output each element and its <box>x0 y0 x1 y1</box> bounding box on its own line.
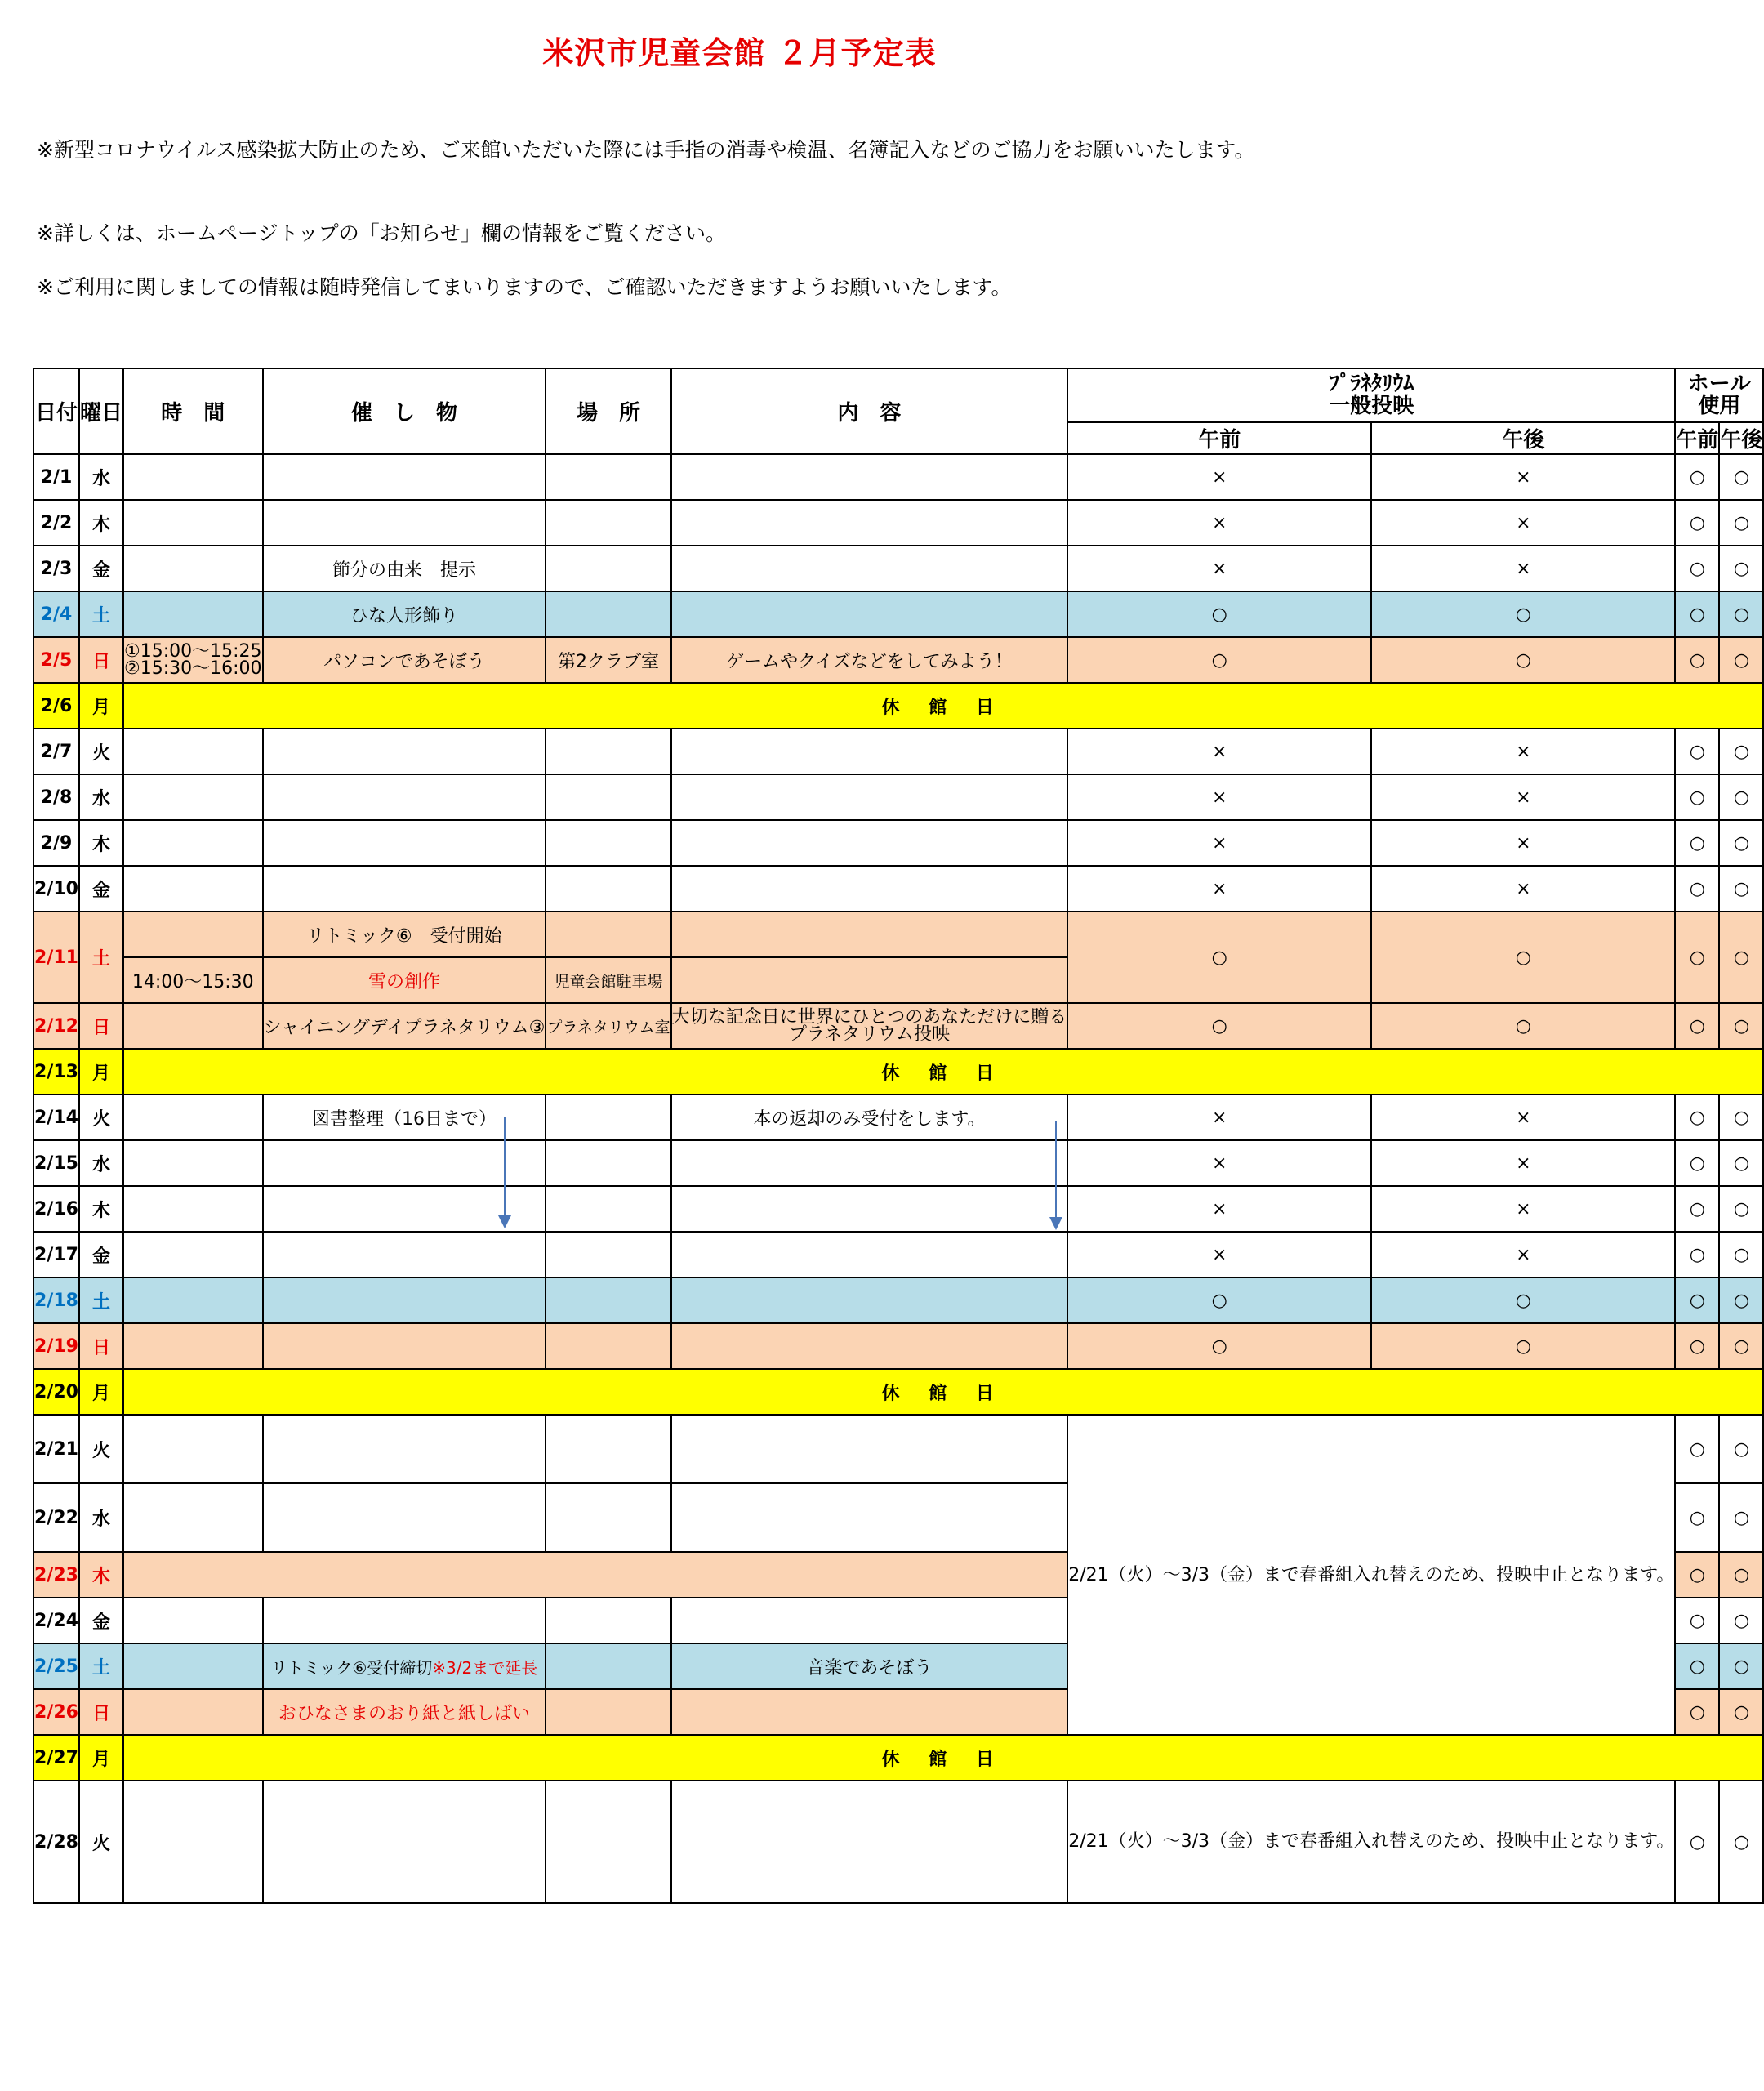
date-cell: 2/11 <box>33 912 79 1003</box>
place-cell <box>546 1415 670 1483</box>
place-cell <box>546 774 670 820</box>
place-cell <box>546 1323 670 1369</box>
content-cell <box>671 729 1068 774</box>
hall-pm-mark: ○ <box>1719 1415 1763 1483</box>
planet-am-mark: ○ <box>1067 1323 1371 1369</box>
dow-cell: 月 <box>79 1049 123 1095</box>
place-cell <box>546 1483 670 1552</box>
hall-pm-mark: ○ <box>1719 1689 1763 1735</box>
dow-cell: 火 <box>79 729 123 774</box>
planet-pm-mark: ○ <box>1371 637 1675 683</box>
date-cell: 2/2 <box>33 500 79 546</box>
date-cell: 2/15 <box>33 1140 79 1186</box>
table-row <box>33 866 1763 912</box>
hall-pm-mark: ○ <box>1719 774 1763 820</box>
hall-am-mark: ○ <box>1675 1643 1719 1689</box>
planet-pm-mark: ○ <box>1371 1003 1675 1049</box>
time-cell <box>123 1095 263 1140</box>
dow-cell: 木 <box>79 1186 123 1232</box>
date-cell: 2/28 <box>33 1781 79 1903</box>
hall-am-mark: ○ <box>1675 1781 1719 1903</box>
content-cell <box>671 1689 1068 1735</box>
dow-cell: 金 <box>79 866 123 912</box>
planet-am-mark: × <box>1067 1232 1371 1277</box>
dow-cell: 土 <box>79 912 123 1003</box>
content-cell <box>671 912 1068 957</box>
planet-pm-mark: × <box>1371 820 1675 866</box>
dow-cell: 火 <box>79 1781 123 1903</box>
date-cell: 2/19 <box>33 1323 79 1369</box>
date-cell: 2/5 <box>33 637 79 683</box>
continuation-arrow-content <box>1055 1121 1057 1219</box>
hall-pm-mark: ○ <box>1719 1277 1763 1323</box>
hall-pm-mark: ○ <box>1719 912 1763 1003</box>
planet-pm-mark: × <box>1371 866 1675 912</box>
header-event: 催 し 物 <box>263 368 546 454</box>
date-cell: 2/6 <box>33 683 79 729</box>
place-cell <box>546 1277 670 1323</box>
header-date: 日付 <box>33 368 79 454</box>
hall-pm-mark: ○ <box>1719 1598 1763 1643</box>
event-cell <box>263 729 546 774</box>
header-hall-pm: 午後 <box>1719 422 1763 454</box>
date-cell: 2/26 <box>33 1689 79 1735</box>
time-cell <box>123 1689 263 1735</box>
table-row <box>33 1735 1763 1781</box>
hall-am-mark: ○ <box>1675 912 1719 1003</box>
time-cell <box>123 866 263 912</box>
hall-am-mark: ○ <box>1675 1232 1719 1277</box>
table-row <box>33 1140 1763 1186</box>
date-cell: 2/7 <box>33 729 79 774</box>
date-cell: 2/14 <box>33 1095 79 1140</box>
event-cell: 図書整理（16日まで） <box>263 1095 546 1140</box>
event-cell: ひな人形飾り <box>263 591 546 637</box>
content-cell <box>671 500 1068 546</box>
planet-am-mark: ○ <box>1067 1003 1371 1049</box>
date-cell: 2/23 <box>33 1552 79 1598</box>
time-cell <box>123 500 263 546</box>
date-cell: 2/21 <box>33 1415 79 1483</box>
hall-am-mark: ○ <box>1675 1415 1719 1483</box>
planet-am-mark: ○ <box>1067 1277 1371 1323</box>
content-cell <box>671 1323 1068 1369</box>
planet-am-mark: × <box>1067 729 1371 774</box>
time-cell <box>123 1277 263 1323</box>
header-dow: 曜日 <box>79 368 123 454</box>
content-cell <box>671 591 1068 637</box>
date-cell: 2/24 <box>33 1598 79 1643</box>
hall-pm-mark: ○ <box>1719 820 1763 866</box>
hall-pm-mark: ○ <box>1719 1186 1763 1232</box>
planet-pm-mark: × <box>1371 546 1675 591</box>
table-row <box>33 1232 1763 1277</box>
place-cell <box>546 1140 670 1186</box>
event-cell: パソコンであそぼう <box>263 637 546 683</box>
event-cell <box>263 1598 546 1643</box>
planet-am-mark: × <box>1067 774 1371 820</box>
date-cell: 2/10 <box>33 866 79 912</box>
event-cell: シャイニングデイプラネタリウム③ <box>263 1003 546 1049</box>
event-cell <box>263 500 546 546</box>
planet-pm-mark: ○ <box>1371 912 1675 1003</box>
place-cell <box>546 1689 670 1735</box>
content-cell <box>671 546 1068 591</box>
dow-cell: 金 <box>79 1232 123 1277</box>
hall-am-mark: ○ <box>1675 729 1719 774</box>
planet-am-mark: × <box>1067 1095 1371 1140</box>
planet-am-mark: × <box>1067 820 1371 866</box>
hall-am-mark: ○ <box>1675 820 1719 866</box>
hall-pm-mark: ○ <box>1719 500 1763 546</box>
hall-am-mark: ○ <box>1675 1598 1719 1643</box>
hall-am-mark: ○ <box>1675 500 1719 546</box>
date-cell: 2/20 <box>33 1369 79 1415</box>
header-planetarium-line2: 一般投映 <box>1329 394 1414 418</box>
hall-pm-mark: ○ <box>1719 546 1763 591</box>
hall-am-mark: ○ <box>1675 1277 1719 1323</box>
schedule-table <box>33 368 1764 1904</box>
hall-am-mark: ○ <box>1675 591 1719 637</box>
date-cell: 2/22 <box>33 1483 79 1552</box>
planet-am-mark: × <box>1067 1140 1371 1186</box>
dow-cell: 月 <box>79 1735 123 1781</box>
planet-am-mark: × <box>1067 546 1371 591</box>
dow-cell: 日 <box>79 1689 123 1735</box>
time-cell <box>123 1186 263 1232</box>
place-cell <box>546 591 670 637</box>
hall-pm-mark: ○ <box>1719 1003 1763 1049</box>
planet-pm-mark: × <box>1371 774 1675 820</box>
dow-cell: 金 <box>79 1598 123 1643</box>
closed-day-label: 休 館 日 <box>123 1735 1763 1781</box>
table-row <box>33 637 1763 683</box>
date-cell: 2/13 <box>33 1049 79 1095</box>
table-row <box>33 546 1763 591</box>
page-title: 米沢市児童会館 ２月予定表 <box>542 35 937 71</box>
hall-am-mark: ○ <box>1675 1689 1719 1735</box>
place-cell <box>546 729 670 774</box>
event-extension-note: ※3/2まで延長 <box>432 1657 538 1678</box>
event-cell <box>263 1781 546 1903</box>
event-cell <box>263 1232 546 1277</box>
hall-am-mark: ○ <box>1675 1186 1719 1232</box>
time-cell <box>123 1643 263 1689</box>
date-cell: 2/18 <box>33 1277 79 1323</box>
closed-day-label: 休 館 日 <box>123 683 1763 729</box>
table-row <box>33 454 1763 500</box>
hall-am-mark: ○ <box>1675 774 1719 820</box>
dow-cell: 水 <box>79 1483 123 1552</box>
place-cell <box>546 820 670 866</box>
planet-am-mark: ○ <box>1067 591 1371 637</box>
hall-pm-mark: ○ <box>1719 591 1763 637</box>
dow-cell: 金 <box>79 546 123 591</box>
place-cell <box>546 1598 670 1643</box>
planet-pm-mark: × <box>1371 729 1675 774</box>
place-cell <box>546 1186 670 1232</box>
event-cell: おひなさまのおり紙と紙しばい <box>263 1689 546 1735</box>
dow-cell: 木 <box>79 820 123 866</box>
place-cell <box>546 866 670 912</box>
header-content: 内 容 <box>671 368 1068 454</box>
time-cell <box>123 637 263 683</box>
content-cell: 本の返却のみ受付をします。 <box>671 1095 1068 1140</box>
date-cell: 2/27 <box>33 1735 79 1781</box>
closed-day-label: 休 館 日 <box>123 1049 1763 1095</box>
dow-cell: 水 <box>79 454 123 500</box>
time-cell <box>123 820 263 866</box>
planet-pm-mark: ○ <box>1371 1277 1675 1323</box>
content-cell: 音楽であそぼう <box>671 1643 1068 1689</box>
header-hall-line2: 使用 <box>1698 394 1741 418</box>
time-cell <box>123 591 263 637</box>
content-cell <box>671 1483 1068 1552</box>
time-cell <box>123 1483 263 1552</box>
table-row <box>33 683 1763 729</box>
table-row <box>33 774 1763 820</box>
event-cell <box>263 1643 546 1689</box>
content-cell <box>671 454 1068 500</box>
hall-pm-mark: ○ <box>1719 1781 1763 1903</box>
table-row <box>33 1095 1763 1140</box>
hall-pm-mark: ○ <box>1719 1140 1763 1186</box>
planet-am-mark: × <box>1067 1186 1371 1232</box>
planet-pm-mark: × <box>1371 1095 1675 1140</box>
planet-pm-mark: × <box>1371 500 1675 546</box>
hall-pm-mark: ○ <box>1719 866 1763 912</box>
date-cell: 2/9 <box>33 820 79 866</box>
event-cell <box>263 1415 546 1483</box>
content-cell <box>671 774 1068 820</box>
dow-cell: 日 <box>79 1323 123 1369</box>
notice-homepage: ※詳しくは、ホームページトップの「お知らせ」欄の情報をご覧ください。 <box>37 221 726 245</box>
content-line-1: 大切な記念日に世界にひとつのあなただけに贈る <box>671 1007 1067 1028</box>
planet-am-mark: ○ <box>1067 912 1371 1003</box>
hall-am-mark: ○ <box>1675 546 1719 591</box>
event-cell <box>263 1483 546 1552</box>
dow-cell: 月 <box>79 683 123 729</box>
content-cell <box>671 820 1068 866</box>
hall-am-mark: ○ <box>1675 454 1719 500</box>
table-row <box>33 1049 1763 1095</box>
dow-cell: 日 <box>79 1003 123 1049</box>
table-row <box>33 912 1763 957</box>
place-cell <box>546 1781 670 1903</box>
planet-pm-mark: × <box>1371 454 1675 500</box>
hall-pm-mark: ○ <box>1719 1552 1763 1598</box>
date-cell: 2/1 <box>33 454 79 500</box>
dow-cell: 月 <box>79 1369 123 1415</box>
time-cell <box>123 774 263 820</box>
content-cell: ゲームやクイズなどをしてみよう！ <box>671 637 1068 683</box>
hall-am-mark: ○ <box>1675 637 1719 683</box>
time-cell <box>123 546 263 591</box>
place-cell <box>546 1095 670 1140</box>
hall-pm-mark: ○ <box>1719 1323 1763 1369</box>
content-cell <box>671 1598 1068 1643</box>
hall-am-mark: ○ <box>1675 1323 1719 1369</box>
content-cell <box>671 1232 1068 1277</box>
hall-am-mark: ○ <box>1675 1483 1719 1552</box>
place-cell: プラネタリウム室 <box>546 1003 670 1049</box>
hall-pm-mark: ○ <box>1719 1095 1763 1140</box>
hall-pm-mark: ○ <box>1719 1232 1763 1277</box>
table-row <box>33 1415 1763 1483</box>
planet-pm-mark: × <box>1371 1232 1675 1277</box>
notice-info: ※ご利用に関しましての情報は随時発信してまいりますので、ご確認いただきますようお願いいたします。 <box>37 275 1012 299</box>
date-cell: 2/17 <box>33 1232 79 1277</box>
dow-cell: 木 <box>79 500 123 546</box>
event-cell <box>263 774 546 820</box>
table-row <box>33 500 1763 546</box>
content-cell <box>671 1140 1068 1186</box>
header-place: 場 所 <box>546 368 670 454</box>
planet-am-mark: × <box>1067 454 1371 500</box>
table-row <box>33 1277 1763 1323</box>
event-cell <box>263 820 546 866</box>
dow-cell: 木 <box>79 1552 123 1598</box>
dow-cell: 土 <box>79 591 123 637</box>
dow-cell: 火 <box>79 1415 123 1483</box>
hall-am-mark: ○ <box>1675 1003 1719 1049</box>
place-cell: 第2クラブ室 <box>546 637 670 683</box>
planet-am-mark: ○ <box>1067 637 1371 683</box>
time-cell <box>123 1415 263 1483</box>
event-cell: リトミック⑥ 受付開始 <box>263 912 546 957</box>
table-row <box>33 729 1763 774</box>
time-cell <box>123 1232 263 1277</box>
planet-am-mark: × <box>1067 500 1371 546</box>
hall-am-mark: ○ <box>1675 866 1719 912</box>
time-cell <box>123 1140 263 1186</box>
time-slot-1: ①15:00～15:25 <box>123 641 262 662</box>
header-planetarium-line1: ﾌﾟﾗﾈﾀﾘｳﾑ <box>1329 372 1414 396</box>
time-slot-2: ②15:30～16:00 <box>123 658 262 679</box>
place-cell <box>546 500 670 546</box>
place-cell: 児童会館駐車場 <box>546 957 670 1003</box>
hall-am-mark: ○ <box>1675 1140 1719 1186</box>
table-row <box>33 1781 1763 1903</box>
hall-am-mark: ○ <box>1675 1095 1719 1140</box>
hall-pm-mark: ○ <box>1719 1643 1763 1689</box>
time-cell <box>123 1598 263 1643</box>
time-cell: 14:00～15:30 <box>123 957 263 1003</box>
event-text: リトミック⑥受付締切 <box>270 1657 433 1678</box>
time-cell <box>123 1781 263 1903</box>
table-row <box>33 591 1763 637</box>
hall-am-mark: ○ <box>1675 1552 1719 1598</box>
date-cell: 2/12 <box>33 1003 79 1049</box>
hall-pm-mark: ○ <box>1719 729 1763 774</box>
dow-cell: 日 <box>79 637 123 683</box>
planetarium-suspension-note: 2/21（火）～3/3（金）まで春番組入れ替えのため、投映中止となります。 <box>1067 1415 1675 1735</box>
content-cell <box>671 1003 1068 1049</box>
date-cell: 2/16 <box>33 1186 79 1232</box>
date-cell: 2/8 <box>33 774 79 820</box>
table-row <box>33 1003 1763 1049</box>
event-cell <box>263 866 546 912</box>
hall-pm-mark: ○ <box>1719 637 1763 683</box>
time-cell <box>123 1323 263 1369</box>
time-cell <box>123 729 263 774</box>
date-cell: 2/4 <box>33 591 79 637</box>
dow-cell: 水 <box>79 774 123 820</box>
time-cell <box>123 454 263 500</box>
holiday-empty-cell <box>123 1552 1067 1598</box>
dow-cell: 土 <box>79 1277 123 1323</box>
content-cell <box>671 1186 1068 1232</box>
date-cell: 2/25 <box>33 1643 79 1689</box>
continuation-arrow-event <box>504 1117 506 1217</box>
planet-pm-mark: ○ <box>1371 1323 1675 1369</box>
place-cell <box>546 912 670 957</box>
header-hall <box>1675 368 1763 422</box>
content-cell <box>671 1415 1068 1483</box>
table-row <box>33 820 1763 866</box>
dow-cell: 火 <box>79 1095 123 1140</box>
planetarium-suspension-note-2: 2/21（火）～3/3（金）まで春番組入れ替えのため、投映中止となります。 <box>1067 1781 1675 1903</box>
header-hall-am: 午前 <box>1675 422 1719 454</box>
header-planetarium <box>1067 368 1675 422</box>
hall-pm-mark: ○ <box>1719 1483 1763 1552</box>
place-cell <box>546 1643 670 1689</box>
header-time: 時 間 <box>123 368 263 454</box>
planet-am-mark: × <box>1067 866 1371 912</box>
table-row <box>33 1323 1763 1369</box>
dow-cell: 土 <box>79 1643 123 1689</box>
event-cell <box>263 1277 546 1323</box>
planet-pm-mark: × <box>1371 1140 1675 1186</box>
event-cell <box>263 1323 546 1369</box>
planet-pm-mark: ○ <box>1371 591 1675 637</box>
event-cell <box>263 454 546 500</box>
table-row <box>33 1186 1763 1232</box>
content-cell <box>671 1781 1068 1903</box>
place-cell <box>546 546 670 591</box>
content-cell <box>671 957 1068 1003</box>
time-cell <box>123 1003 263 1049</box>
content-cell <box>671 1277 1068 1323</box>
header-planet-pm: 午後 <box>1371 422 1675 454</box>
hall-pm-mark: ○ <box>1719 454 1763 500</box>
content-line-2: プラネタリウム投映 <box>788 1024 950 1045</box>
content-cell <box>671 866 1068 912</box>
dow-cell: 水 <box>79 1140 123 1186</box>
notice-covid: ※新型コロナウイルス感染拡大防止のため、ご来館いただいた際には手指の消毒や検温、名簿記入などのご協力をお願いいたします。 <box>37 138 1255 162</box>
closed-day-label: 休 館 日 <box>123 1369 1763 1415</box>
header-planet-am: 午前 <box>1067 422 1371 454</box>
event-cell: 雪の創作 <box>263 957 546 1003</box>
planet-pm-mark: × <box>1371 1186 1675 1232</box>
header-hall-line1: ホール <box>1687 372 1752 396</box>
table-row <box>33 1369 1763 1415</box>
place-cell <box>546 454 670 500</box>
place-cell <box>546 1232 670 1277</box>
date-cell: 2/3 <box>33 546 79 591</box>
time-cell <box>123 912 263 957</box>
event-cell: 節分の由来 提示 <box>263 546 546 591</box>
